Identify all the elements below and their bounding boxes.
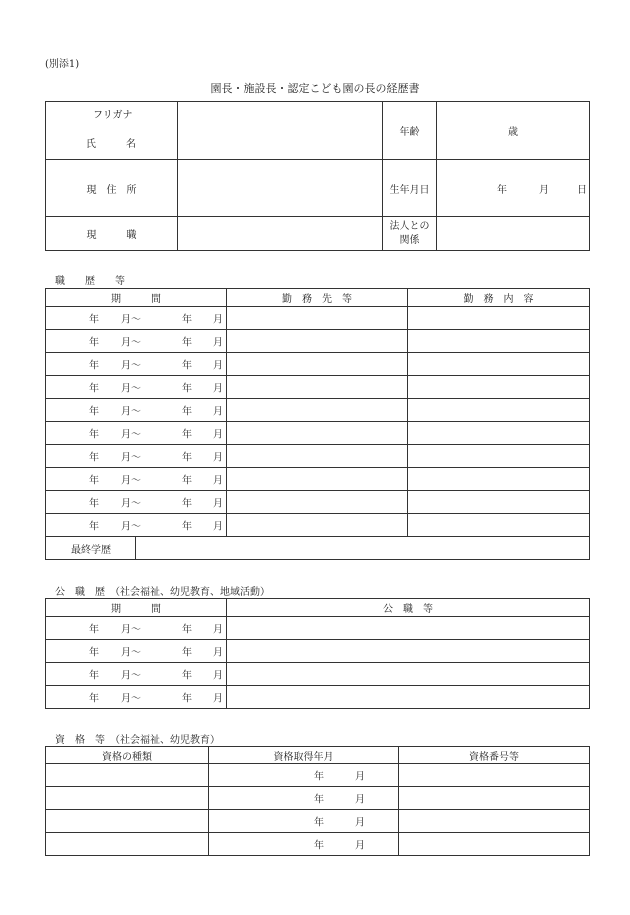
period-month2: 月 xyxy=(213,314,223,326)
period-cell[interactable] xyxy=(46,686,227,709)
career-duties-field[interactable] xyxy=(408,353,590,376)
period-month1: 月〜 xyxy=(121,647,141,659)
period-month1: 月〜 xyxy=(121,314,141,326)
relation-label: 法人との関係 xyxy=(383,217,437,251)
name-field[interactable] xyxy=(178,102,383,160)
personal-info-table xyxy=(45,101,590,251)
period-year1: 年 xyxy=(89,475,99,487)
period-year1: 年 xyxy=(89,670,99,682)
period-cell[interactable] xyxy=(46,514,227,537)
qual-header-number: 資格番号等 xyxy=(399,747,590,764)
period-year2: 年 xyxy=(182,647,192,659)
address-field[interactable] xyxy=(178,160,383,217)
age-unit: 歳 xyxy=(508,127,518,138)
qual-date-month: 月 xyxy=(355,817,365,829)
period-year2: 年 xyxy=(182,475,192,487)
period-month2: 月 xyxy=(213,670,223,682)
qual-date-year: 年 xyxy=(314,840,324,852)
period-year2: 年 xyxy=(182,670,192,682)
career-row xyxy=(46,468,590,491)
period-year2: 年 xyxy=(182,429,192,441)
career-row xyxy=(46,376,590,399)
qual-number-field[interactable] xyxy=(399,787,590,810)
qual-type-field[interactable] xyxy=(46,810,209,833)
career-row xyxy=(46,514,590,537)
career-duties-field[interactable] xyxy=(408,330,590,353)
public-office-field[interactable] xyxy=(227,686,590,709)
period-year2: 年 xyxy=(182,498,192,510)
career-employer-field[interactable] xyxy=(227,445,408,468)
qual-date-field[interactable] xyxy=(209,764,399,787)
final-education-label: 最終学歴 xyxy=(46,537,136,560)
period-month2: 月 xyxy=(213,360,223,372)
career-employer-field[interactable] xyxy=(227,422,408,445)
qual-type-field[interactable] xyxy=(46,787,209,810)
period-year2: 年 xyxy=(182,406,192,418)
relation-field[interactable] xyxy=(437,217,590,251)
public-office-field[interactable] xyxy=(227,663,590,686)
period-month1: 月〜 xyxy=(121,693,141,705)
career-duties-field[interactable] xyxy=(408,422,590,445)
public-header-office: 公 職 等 xyxy=(227,599,590,617)
period-month2: 月 xyxy=(213,624,223,636)
career-employer-field[interactable] xyxy=(227,491,408,514)
current-job-label: 現 職 xyxy=(46,217,178,251)
public-section-title: 公 職 歴 （社会福祉、幼児教育、地域活動） xyxy=(55,587,270,598)
period-year2: 年 xyxy=(182,337,192,349)
period-cell[interactable] xyxy=(46,399,227,422)
period-year2: 年 xyxy=(182,360,192,372)
career-header-period: 期 間 xyxy=(46,289,227,307)
period-cell[interactable] xyxy=(46,663,227,686)
career-duties-field[interactable] xyxy=(408,491,590,514)
period-year2: 年 xyxy=(182,383,192,395)
name-label-cell xyxy=(46,102,178,160)
qual-number-field[interactable] xyxy=(399,810,590,833)
career-table xyxy=(45,288,590,560)
career-row xyxy=(46,491,590,514)
period-month1: 月〜 xyxy=(121,475,141,487)
career-duties-field[interactable] xyxy=(408,376,590,399)
period-cell[interactable] xyxy=(46,468,227,491)
age-field[interactable] xyxy=(437,102,590,160)
attachment-label: (別添1) xyxy=(45,59,80,70)
period-year1: 年 xyxy=(89,647,99,659)
period-year1: 年 xyxy=(89,383,99,395)
qualification-section-note: （社会福祉、幼児教育） xyxy=(115,735,220,746)
public-row xyxy=(46,640,590,663)
career-duties-field[interactable] xyxy=(408,307,590,330)
period-year1: 年 xyxy=(89,429,99,441)
period-month2: 月 xyxy=(213,383,223,395)
career-employer-field[interactable] xyxy=(227,330,408,353)
qualification-row xyxy=(46,810,590,833)
period-month2: 月 xyxy=(213,406,223,418)
period-year1: 年 xyxy=(89,452,99,464)
qualification-row xyxy=(46,787,590,810)
career-employer-field[interactable] xyxy=(227,307,408,330)
qual-date-field[interactable] xyxy=(209,833,399,856)
period-cell[interactable] xyxy=(46,330,227,353)
career-employer-field[interactable] xyxy=(227,353,408,376)
career-employer-field[interactable] xyxy=(227,399,408,422)
period-year2: 年 xyxy=(182,314,192,326)
period-month2: 月 xyxy=(213,498,223,510)
public-office-field[interactable] xyxy=(227,617,590,640)
qual-number-field[interactable] xyxy=(399,833,590,856)
birth-year-unit: 年 xyxy=(497,185,507,196)
period-month1: 月〜 xyxy=(121,498,141,510)
qual-type-field[interactable] xyxy=(46,764,209,787)
qual-type-field[interactable] xyxy=(46,833,209,856)
age-label: 年齢 xyxy=(383,102,437,160)
career-employer-field[interactable] xyxy=(227,376,408,399)
birth-day-unit: 日 xyxy=(577,185,587,196)
period-year1: 年 xyxy=(89,498,99,510)
period-cell[interactable] xyxy=(46,445,227,468)
qual-date-month: 月 xyxy=(355,840,365,852)
public-office-field[interactable] xyxy=(227,640,590,663)
qual-date-year: 年 xyxy=(314,771,324,783)
qual-date-month: 月 xyxy=(355,771,365,783)
period-year1: 年 xyxy=(89,521,99,533)
career-header-employer: 勤 務 先 等 xyxy=(227,289,408,307)
qual-date-field[interactable] xyxy=(209,787,399,810)
qualification-row xyxy=(46,764,590,787)
period-cell[interactable] xyxy=(46,307,227,330)
period-year1: 年 xyxy=(89,693,99,705)
period-year2: 年 xyxy=(182,452,192,464)
period-month1: 月〜 xyxy=(121,383,141,395)
period-year1: 年 xyxy=(89,406,99,418)
career-row xyxy=(46,399,590,422)
page-title: 園長・施設長・認定こども園の長の経歴書 xyxy=(210,82,420,95)
career-row xyxy=(46,445,590,468)
period-month2: 月 xyxy=(213,693,223,705)
qual-header-date: 資格取得年月 xyxy=(209,747,399,764)
period-year2: 年 xyxy=(182,521,192,533)
career-duties-field[interactable] xyxy=(408,399,590,422)
birth-field[interactable] xyxy=(437,160,590,217)
career-duties-field[interactable] xyxy=(408,468,590,491)
public-row xyxy=(46,617,590,640)
period-month2: 月 xyxy=(213,452,223,464)
career-duties-field[interactable] xyxy=(408,445,590,468)
furigana-label: フリガナ xyxy=(93,110,133,121)
career-header-duties: 勤 務 内 容 xyxy=(408,289,590,307)
period-month1: 月〜 xyxy=(121,624,141,636)
qual-date-field[interactable] xyxy=(209,810,399,833)
period-month1: 月〜 xyxy=(121,337,141,349)
final-education-field[interactable] xyxy=(136,537,590,560)
period-month2: 月 xyxy=(213,647,223,659)
qual-date-year: 年 xyxy=(314,794,324,806)
period-cell[interactable] xyxy=(46,376,227,399)
period-month1: 月〜 xyxy=(121,406,141,418)
career-row xyxy=(46,330,590,353)
period-year1: 年 xyxy=(89,337,99,349)
period-year2: 年 xyxy=(182,624,192,636)
career-employer-field[interactable] xyxy=(227,468,408,491)
name-label: 氏 名 xyxy=(86,139,136,150)
period-month1: 月〜 xyxy=(121,521,141,533)
period-year1: 年 xyxy=(89,624,99,636)
qual-header-type: 資格の種類 xyxy=(46,747,209,764)
period-month2: 月 xyxy=(213,429,223,441)
period-month2: 月 xyxy=(213,521,223,533)
qual-date-year: 年 xyxy=(314,817,324,829)
period-month1: 月〜 xyxy=(121,429,141,441)
public-section-note: （社会福祉、幼児教育、地域活動） xyxy=(115,587,270,598)
current-job-field[interactable] xyxy=(178,217,383,251)
period-year2: 年 xyxy=(182,693,192,705)
period-year1: 年 xyxy=(89,314,99,326)
public-row xyxy=(46,663,590,686)
period-month2: 月 xyxy=(213,475,223,487)
public-office-table xyxy=(45,598,590,709)
birth-label: 生年月日 xyxy=(383,160,437,217)
period-month1: 月〜 xyxy=(121,360,141,372)
qualification-section-title: 資 格 等 （社会福祉、幼児教育） xyxy=(55,735,220,746)
career-row xyxy=(46,307,590,330)
career-row xyxy=(46,353,590,376)
period-cell[interactable] xyxy=(46,491,227,514)
period-cell[interactable] xyxy=(46,640,227,663)
qual-number-field[interactable] xyxy=(399,764,590,787)
period-cell[interactable] xyxy=(46,353,227,376)
career-section-title: 職 歴 等 xyxy=(55,276,125,287)
qual-date-month: 月 xyxy=(355,794,365,806)
address-label: 現 住 所 xyxy=(46,160,178,217)
period-month2: 月 xyxy=(213,337,223,349)
public-header-period: 期 間 xyxy=(46,599,227,617)
period-cell[interactable] xyxy=(46,617,227,640)
period-month1: 月〜 xyxy=(121,452,141,464)
career-duties-field[interactable] xyxy=(408,514,590,537)
public-row xyxy=(46,686,590,709)
period-month1: 月〜 xyxy=(121,670,141,682)
birth-month-unit: 月 xyxy=(539,185,549,196)
period-year1: 年 xyxy=(89,360,99,372)
career-row xyxy=(46,422,590,445)
period-cell[interactable] xyxy=(46,422,227,445)
career-employer-field[interactable] xyxy=(227,514,408,537)
qualification-row xyxy=(46,833,590,856)
qualification-table xyxy=(45,746,590,856)
